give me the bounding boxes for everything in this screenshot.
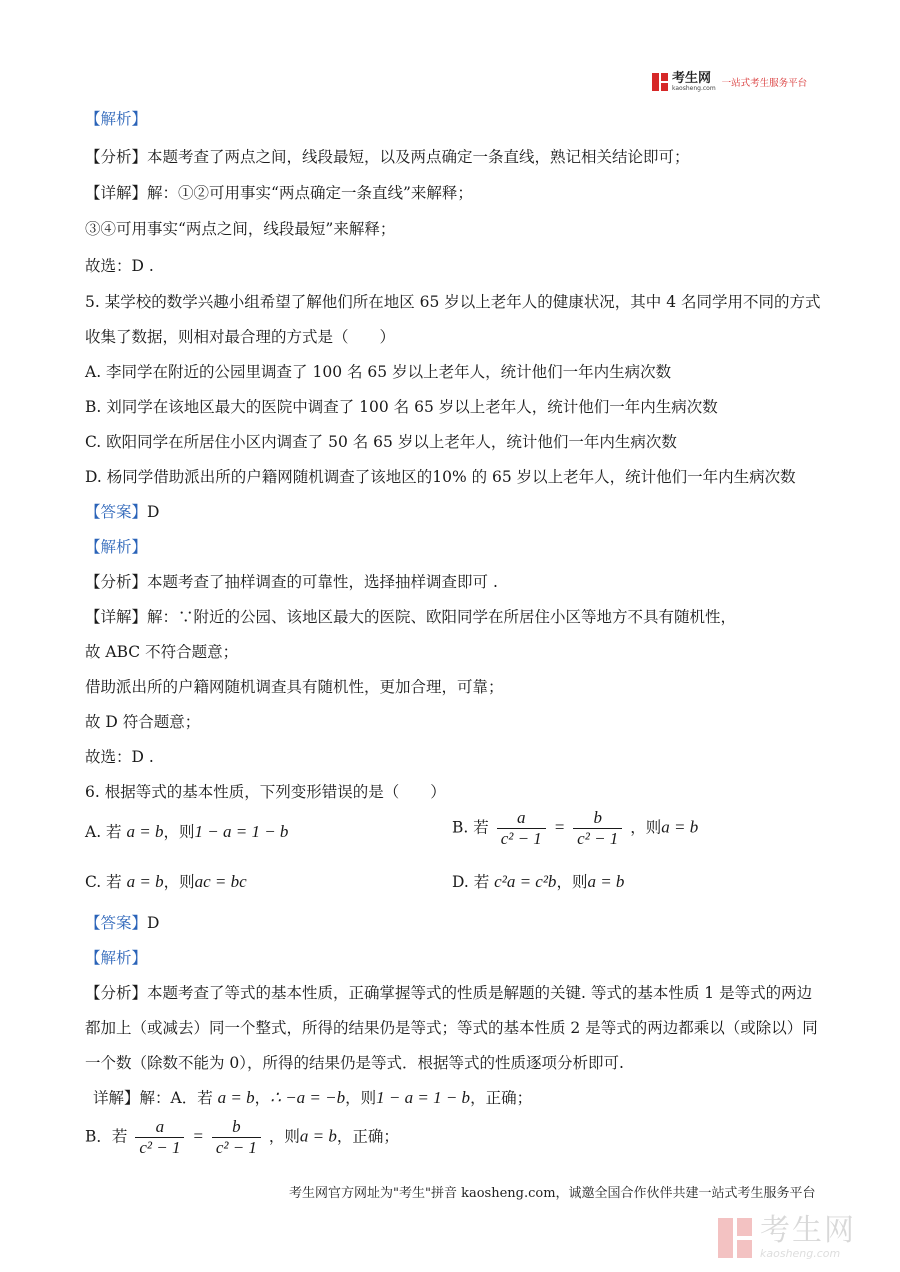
q4-line2: ③④可用事实“两点之间，线段最短”来解释； [85,220,396,238]
q6-option-c [85,872,247,892]
xiangjie-tag: 【详解】 [85,608,148,626]
q5-option-d: D. 杨同学借助派出所的户籍网随机调查了该地区的10% 的 65 岁以上老年人，统计他们一年内生病次数 [85,468,796,486]
watermark-mark-icon [718,1218,752,1258]
denominator: c² − 1 [215,1138,257,1157]
math-expr: a = b [587,872,625,891]
opt-connector: ，则 [556,873,588,891]
q6-fenxi-line3: 一个数（除数不能为 0），所得的结果仍是等式．根据等式的性质逐项分析即可. [85,1054,624,1072]
numerator: b [573,808,622,829]
math-expr: ac = bc [194,872,247,891]
fraction [135,1117,184,1158]
connector: ，则 [345,1089,377,1107]
q5-jiexi-label: 【解析】 [85,538,148,556]
xiangjie-text: 解：①②可用事实“两点确定一条直线”来解释； [147,184,473,202]
fenxi-text: 本题考查了两点之间，线段最短，以及两点确定一条直线，熟记相关结论即可； [147,148,690,166]
opt-prefix: D. 若 [452,873,490,891]
q4-guxuan: 故选：D . [85,257,154,275]
page-footer: 考生网官方网址为"考生"拼音 kaosheng.com，诚邀全国合作伙伴共建一站式考生服务平台 [289,1186,816,1201]
math-expr: a = b [299,1126,337,1146]
fraction [497,808,546,849]
equals-sign: = [553,817,566,837]
numerator: b [212,1117,261,1138]
numerator: a [135,1117,184,1138]
verdict: ，正确； [336,1127,399,1146]
q6-option-a [85,822,288,842]
q5-xiangjie [85,607,736,627]
answer-tag: 【答案】 [85,503,148,521]
q5-line1: 故 ABC 不符合题意； [85,643,239,661]
xiangjie-prefix: 详解】解：A．若 [93,1089,213,1107]
opt-prefix: B. 若 [452,818,489,837]
opt-prefix: A. 若 [85,823,122,841]
math-expr: a = b [661,817,699,837]
fenxi-text: 本题考查了抽样调查的可靠性，选择抽样调查即可 . [147,573,498,591]
fenxi-tag: 【分析】 [85,573,148,591]
fraction [212,1117,261,1158]
q5-guxuan: 故选：D . [85,748,154,766]
xiangjie-prefix: B．若 [85,1127,128,1146]
numerator: a [497,808,546,829]
q5-answer [85,502,159,522]
fenxi-text: 本题考查了等式的基本性质，正确掌握等式的性质是解题的关键. 等式的基本性质 1 是等式的两边 [147,984,813,1002]
answer-value: D [147,503,160,521]
logo-name: 考生网 [672,71,712,86]
q5-line2: 借助派出所的户籍网随机调查具有随机性，更加合理，可靠； [85,678,504,696]
math-expr: ∴ −a = −b [270,1088,346,1107]
math-expr: a = b [217,1088,255,1107]
equals-sign: = [192,1126,204,1146]
q5-option-a: A. 李同学在附近的公园里调查了 100 名 65 岁以上老年人，统计他们一年内生病次数 [85,363,672,381]
math-expr: a = b [126,872,164,891]
denominator: c² − 1 [500,829,542,848]
opt-connector: ，则 [163,873,195,891]
watermark-name: 考生网 [760,1213,856,1248]
q4-jiexi-label: 【解析】 [85,110,148,128]
answer-tag: 【答案】 [85,914,148,932]
q5-option-b: B. 刘同学在该地区最大的医院中调查了 100 名 65 岁以上老年人，统计他们一年内生病次数 [85,398,718,416]
q5-stem-line1: 5. 某学校的数学兴趣小组希望了解他们所在地区 65 岁以上老年人的健康状况，其中 4 名同学用不同的方式 [85,293,821,311]
fenxi-tag: 【分析】 [85,148,148,166]
q6-fenxi-line1 [85,983,812,1003]
q5-stem-line2: 收集了数据，则相对最合理的方式是（ ） [85,328,396,346]
q4-xiangjie [85,183,473,203]
answer-value: D [147,914,160,932]
q5-fenxi [85,572,498,592]
q6-xiangjie-b [85,1117,399,1158]
fenxi-tag: 【分析】 [85,984,148,1002]
separator: ， [254,1089,271,1107]
math-expr: 1 − a = 1 − b [376,1088,471,1107]
watermark-logo [718,1215,856,1260]
xiangjie-text: 解：∵附近的公园、该地区最大的医院、欧阳同学在所居住小区等地方不具有随机性， [147,608,737,626]
logo-tagline: 一站式考生服务平台 [721,78,808,89]
math-expr: a = b [126,822,164,841]
q5-line3: 故 D 符合题意； [85,713,201,731]
q6-answer [85,913,159,933]
denominator: c² − 1 [139,1138,181,1157]
verdict: ，正确； [470,1089,533,1107]
opt-connector: ，则 [163,823,195,841]
opt-prefix: C. 若 [85,873,122,891]
logo-domain: kaosheng.com [672,85,716,92]
q6-xiangjie-a [93,1088,532,1108]
q6-option-d [452,872,624,892]
q4-fenxi [85,147,690,167]
q6-stem: 6. 根据等式的基本性质，下列变形错误的是（ ） [85,783,446,801]
logo-mark-icon [652,73,668,91]
math-expr: 1 − a = 1 − b [194,822,289,841]
fraction [573,808,622,849]
watermark-domain: kaosheng.com [760,1247,841,1260]
xiangjie-tag: 【详解】 [85,184,148,202]
connector: ，则 [268,1127,300,1146]
math-expr: c²a = c²b [494,872,557,891]
q6-jiexi-label: 【解析】 [85,949,148,967]
q6-option-b [452,808,698,849]
q6-fenxi-line2: 都加上（或减去）同一个整式，所得的结果仍是等式；等式的基本性质 2 是等式的两边都乘以（或除以）同 [85,1019,818,1037]
header-logo [652,72,807,92]
q5-option-c: C. 欧阳同学在所居住小区内调查了 50 名 65 岁以上老年人，统计他们一年内生病次数 [85,433,677,451]
denominator: c² − 1 [577,829,619,848]
opt-connector: ，则 [630,818,662,837]
